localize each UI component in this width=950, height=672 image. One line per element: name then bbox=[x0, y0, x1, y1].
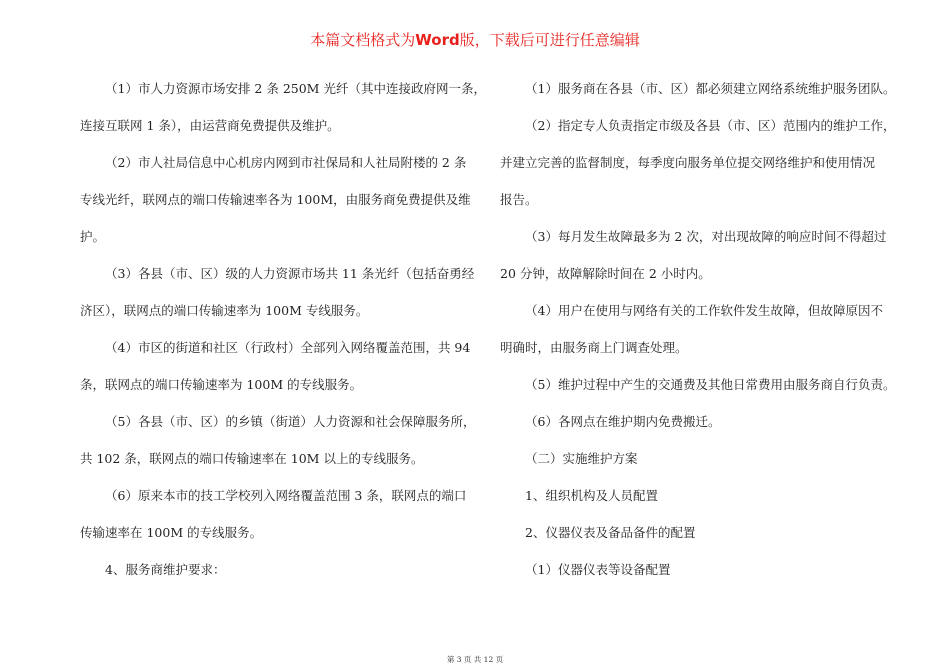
left-column bbox=[80, 70, 486, 588]
right-text-line: 明确时，由服务商上门调查处理。 bbox=[500, 340, 688, 355]
left-text-line: 护。 bbox=[80, 229, 106, 244]
right-text-line: （3）每月发生故障最多为 2 次，对出现故障的响应时间不得超过 bbox=[525, 229, 887, 244]
right-text-line: （4）用户在使用与网络有关的工作软件发生故障，但故障原因不 bbox=[525, 303, 883, 318]
banner-text-before: 本篇文档格式为 bbox=[310, 31, 416, 49]
left-paragraph bbox=[80, 403, 476, 477]
right-paragraph bbox=[500, 403, 892, 440]
left-paragraph bbox=[80, 255, 475, 329]
right-text-line: （二）实施维护方案 bbox=[525, 451, 638, 466]
right-text-line: 1、组织机构及人员配置 bbox=[525, 488, 658, 503]
right-paragraph bbox=[500, 514, 892, 551]
right-text-line: （2）指定专人负责指定市级及各县（市、区）范围内的维护工作， bbox=[525, 118, 896, 133]
right-paragraph bbox=[500, 551, 892, 588]
left-text-line: （6）原来本市的技工学校列入网络覆盖范围 3 条，联网点的端口 bbox=[105, 488, 467, 503]
right-text-line: （6）各网点在维护期内免费搬迁。 bbox=[525, 414, 721, 429]
left-paragraph bbox=[80, 551, 470, 588]
left-text-line: （5）各县（市、区）的乡镇（街道）人力资源和社会保障服务所， bbox=[105, 414, 476, 429]
left-text-line: （3）各县（市、区）级的人力资源市场共 11 条光纤（包括奋勇经 bbox=[105, 266, 475, 281]
left-paragraph bbox=[80, 144, 470, 255]
left-paragraph bbox=[80, 477, 470, 551]
page-number-footer: 第 3 页 共 12 页 bbox=[446, 655, 504, 664]
left-paragraph bbox=[80, 70, 486, 144]
right-paragraph bbox=[500, 366, 896, 403]
left-text-line: 专线光纤，联网点的端口传输速率各为 100M，由服务商免费提供及维 bbox=[80, 192, 471, 207]
download-banner bbox=[0, 29, 950, 50]
banner-word-label: Word bbox=[415, 31, 460, 49]
left-text-line: 4、服务商维护要求： bbox=[105, 562, 226, 577]
right-column bbox=[500, 70, 896, 588]
right-text-line: 2、仪器仪表及备品备件的配置 bbox=[525, 525, 696, 540]
right-paragraph bbox=[500, 218, 892, 292]
right-text-line: （1）仪器仪表等设备配置 bbox=[525, 562, 671, 577]
left-paragraph bbox=[80, 329, 470, 403]
right-text-line: 报告。 bbox=[500, 192, 538, 207]
left-text-line: 济区），联网点的端口传输速率为 100M 专线服务。 bbox=[80, 303, 369, 318]
right-paragraph bbox=[500, 477, 892, 514]
left-text-line: 条，联网点的端口传输速率为 100M 的专线服务。 bbox=[80, 377, 363, 392]
right-text-line: （5）维护过程中产生的交通费及其他日常费用由服务商自行负责。 bbox=[525, 377, 896, 392]
left-text-line: （1）市人力资源市场安排 2 条 250M 光纤（其中连接政府网一条， bbox=[105, 81, 486, 96]
right-paragraph bbox=[500, 107, 896, 218]
right-paragraph bbox=[500, 440, 892, 477]
banner-text-after: 版，下载后可进行任意编辑 bbox=[459, 31, 640, 49]
left-text-line: （4）市区的街道和社区（行政村）全部列入网络覆盖范围，共 94 bbox=[105, 340, 471, 355]
left-text-line: （2）市人社局信息中心机房内网到市社保局和人社局附楼的 2 条 bbox=[105, 155, 467, 170]
right-paragraph bbox=[500, 292, 892, 366]
left-text-line: 共 102 条，联网点的端口传输速率在 10M 以上的专线服务。 bbox=[80, 451, 424, 466]
right-text-line: 20 分钟，故障解除时间在 2 小时内。 bbox=[500, 266, 711, 281]
left-text-line: 连接互联网 1 条），由运营商免费提供及维护。 bbox=[80, 118, 340, 133]
right-text-line: （1）服务商在各县（市、区）都必须建立网络系统维护服务团队。 bbox=[525, 81, 896, 96]
left-text-line: 传输速率在 100M 的专线服务。 bbox=[80, 525, 263, 540]
right-text-line: 并建立完善的监督制度，每季度向服务单位提交网络维护和使用情况 bbox=[500, 155, 876, 170]
right-paragraph bbox=[500, 70, 896, 107]
